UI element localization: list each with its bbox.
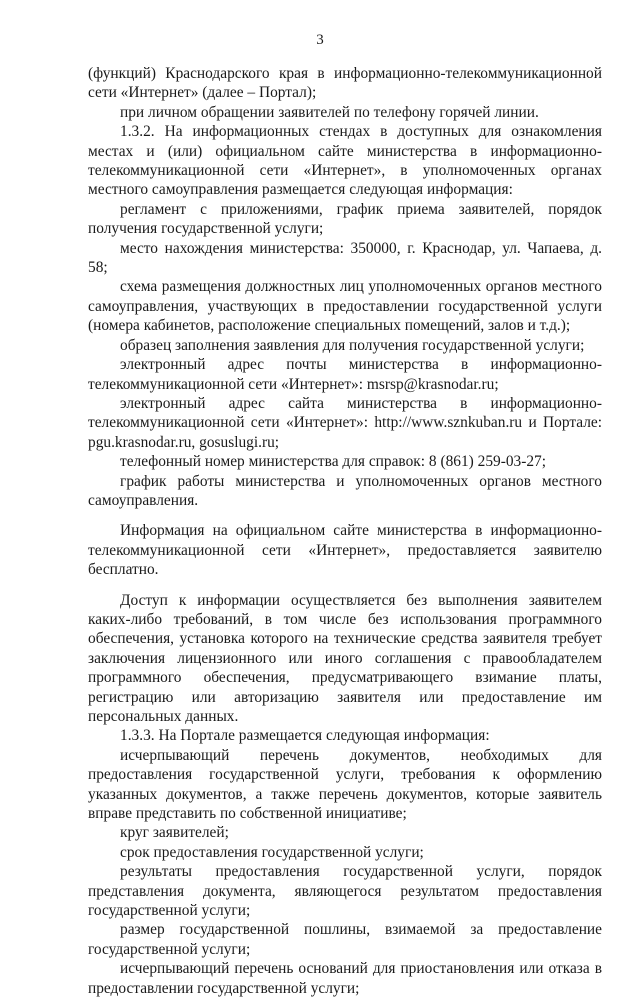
list-item-term: срок предоставления государственной услуги; [120, 843, 424, 861]
list-item-work-schedule: график работы министерства и уполномоченных органов местного самоуправления. [88, 472, 602, 509]
paragraph-access-conditions: Доступ к информации осуществляется без выполнения заявителем каких-либо требований, в том числе без использования программного обеспечения, установка которого на технические средства заявителя требует заключения лицензионного или иного соглашения с правообладателем программного обеспечения, предусматривающего взимание платы, регистрацию или авторизацию заявителя или предоставление им персональных данных. [88, 591, 602, 725]
paragraph-free-information: Информация на официальном сайте министерства в информационно-телекоммуникационной сети «Интернет», предоставляется заявителю бесплатно. [88, 522, 602, 579]
list-item-phone: телефонный номер министерства для справок: 8 (861) 259-03-27; [120, 453, 547, 471]
list-item-regulation: регламент с приложениями, график приема заявителей, порядок получения государственной услуги; [88, 200, 602, 238]
paragraph-hotline: при личном обращении заявителей по телефону горячей линии. [120, 103, 539, 121]
list-item-officials-scheme: схема размещения должностных лиц уполномоченных органов местного самоуправления, участвующих в предоставлении государственной услуги (номера кабинетов, расположение специальных помещений, залов и т.д.); [88, 278, 602, 335]
list-item-address: место нахождения министерства: 350000, г. Краснодар, ул. Чапаева, д. 58; [88, 239, 602, 277]
list-item-state-fee: размер государственной пошлины, взимаемой за предоставление государственной услуги; [88, 921, 602, 958]
list-item-refusal-grounds: исчерпывающий перечень оснований для приостановления или отказа в предоставлении государственной услуги; [88, 960, 602, 997]
paragraph-section-1-3-2: 1.3.2. На информационных стендах в доступных для ознакомления местах и (или) официальном сайте министерства в информационно-телекоммуникационной сети «Интернет», в уполномоченных органах местного самоуправления размещается следующая информация: [88, 123, 602, 199]
list-item-results: результаты предоставления государственной услуги, порядок представления документа, являющегося результатом предоставления государственной услуги; [88, 863, 602, 920]
list-item-application-sample: образец заполнения заявления для получения государственной услуги; [120, 336, 585, 354]
list-item-documents: исчерпывающий перечень документов, необходимых для предоставления государственной услуги, требования к оформлению указанных документов, а также перечень документов, которые заявитель вправе представить по собственной инициативе; [88, 746, 602, 823]
list-item-email: электронный адрес почты министерства в информационно-телекоммуникационной сети «Интернет»: msrsp@krasnodar.ru; [88, 356, 602, 393]
list-item-website: электронный адрес сайта министерства в информационно-телекоммуникационной сети «Интернет»: http://www.sznkuban.ru и Портале: pgu.krasnodar.ru, gosuslugi.ru; [88, 394, 602, 451]
paragraph-portal-definition: (функций) Краснодарского края в информационно-телекоммуникационной сети «Интернет» (далее – Портал); [88, 65, 602, 102]
paragraph-section-1-3-3: 1.3.3. На Портале размещается следующая информация: [120, 727, 490, 745]
page-number: 3 [316, 32, 324, 48]
list-item-applicants: круг заявителей; [120, 824, 229, 842]
document-body [88, 64, 602, 998]
